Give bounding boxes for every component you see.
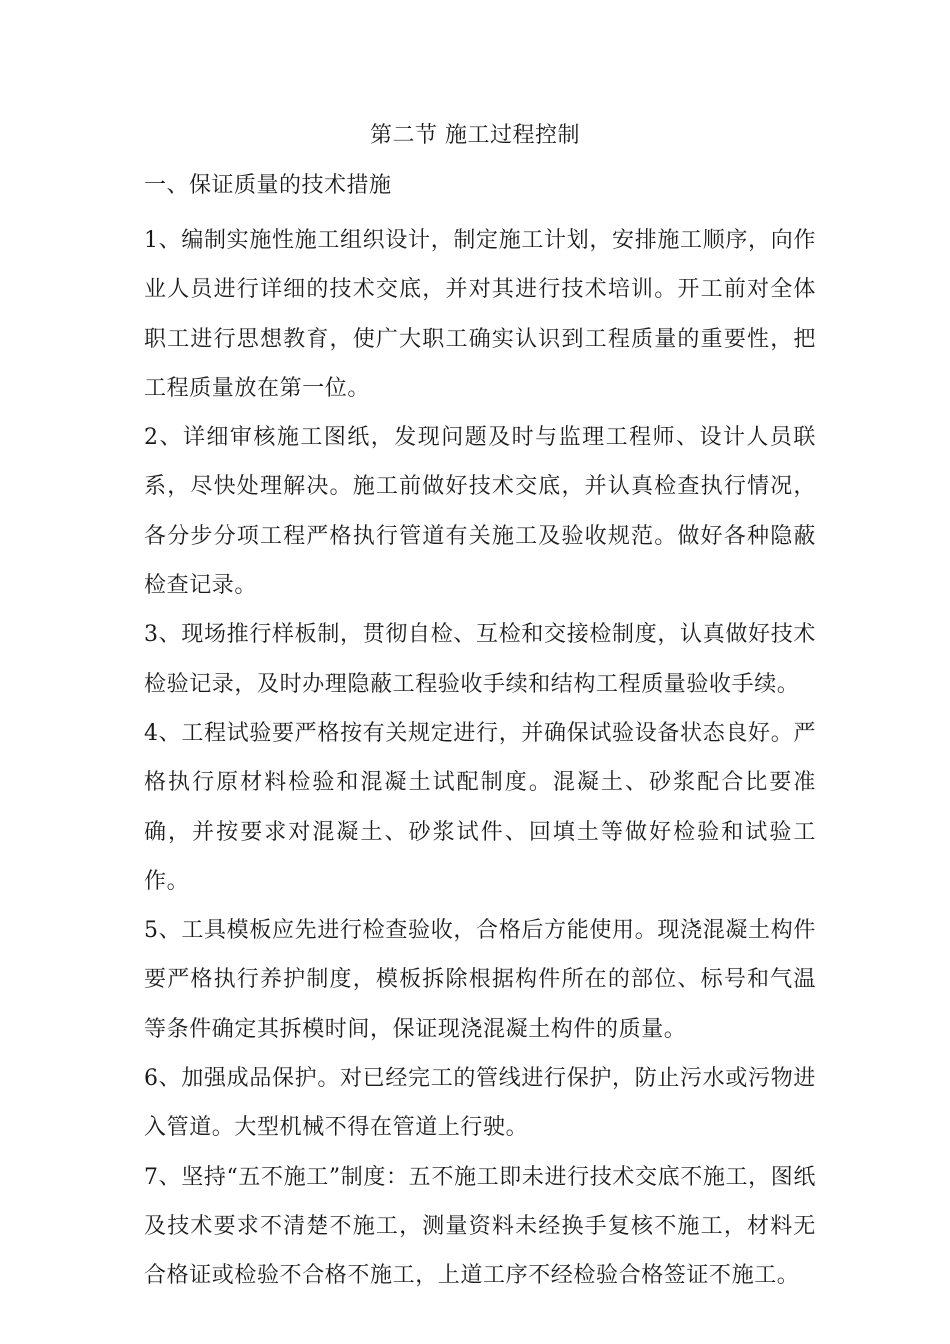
paragraph-7: 7、坚持“五不施工”制度：五不施工即未进行技术交底不施工，图纸及技术要求不清楚不施工，测量资料未经换手复核不施工，材料无合格证或检验不合格不施工，上道工序不经检验合格签证不施工。 bbox=[144, 1164, 816, 1289]
paragraph-6: 6、加强成品保护。对已经完工的管线进行保护，防止污水或污物进入管道。大型机械不得在管道上行驶。 bbox=[144, 1066, 816, 1141]
document-body bbox=[144, 216, 816, 1301]
paragraph-4: 4、工程试验要严格按有关规定进行，并确保试验设备状态良好。严格执行原材料检验和混凝土试配制度。混凝土、砂浆配合比要准确，并按要求对混凝土、砂浆试件、回填土等做好检验和试验工作。 bbox=[144, 720, 816, 894]
page-title: 第二节 施工过程控制 bbox=[370, 123, 580, 148]
paragraph-1: 1、编制实施性施工组织设计，制定施工计划，安排施工顺序，向作业人员进行详细的技术交底，并对其进行技术培训。开工前对全体职工进行思想教育，使广大职工确实认识到工程质量的重要性，把工程质量放在第一位。 bbox=[144, 228, 816, 401]
paragraph-2: 2、详细审核施工图纸，发现问题及时与监理工程师、设计人员联系，尽快处理解决。施工前做好技术交底，并认真检查执行情况，各分步分项工程严格执行管道有关施工及验收规范。做好各种隐蔽检查记录。 bbox=[144, 425, 816, 599]
paragraph-3: 3、现场推行样板制，贯彻自检、互检和交接检制度，认真做好技术检验记录，及时办理隐蔽工程验收手续和结构工程质量验收手续。 bbox=[144, 622, 816, 697]
paragraph-5: 5、工具模板应先进行检查验收，合格后方能使用。现浇混凝土构件要严格执行养护制度，模板拆除根据构件所在的部位、标号和气温等条件确定其拆模时间，保证现浇混凝土构件的质量。 bbox=[144, 918, 816, 1042]
section-heading: 一、保证质量的技术措施 bbox=[144, 173, 392, 198]
